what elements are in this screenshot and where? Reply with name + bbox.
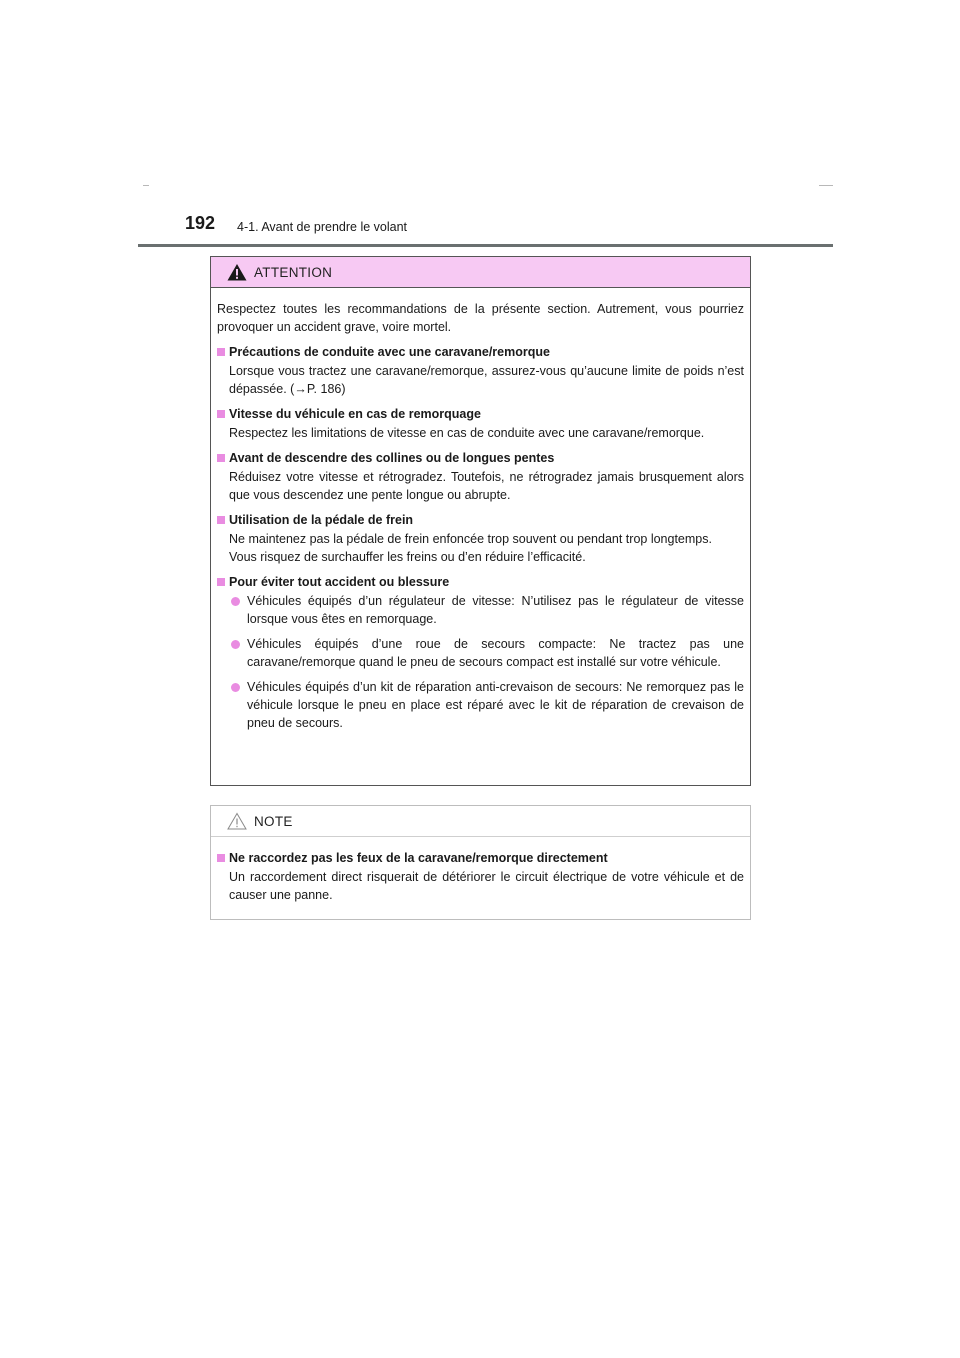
note-header bbox=[211, 806, 750, 837]
round-bullet-icon bbox=[231, 597, 240, 606]
attention-body bbox=[211, 288, 750, 732]
page-header bbox=[185, 213, 833, 245]
round-bullet-icon bbox=[231, 640, 240, 649]
note-body bbox=[211, 837, 750, 904]
round-bullet-icon bbox=[231, 683, 240, 692]
square-bullet-icon bbox=[217, 410, 225, 418]
square-bullet-icon bbox=[217, 854, 225, 862]
list-item: Véhicules équipés d’un kit de réparation anti-crevaison de secours: Ne remorquez pas le véhicule lorsque le pneu en place est réparé avec le kit de réparation de crevaison de pneu de secours. bbox=[217, 678, 744, 732]
crop-mark-left bbox=[143, 185, 149, 186]
section-title: 4-1. Avant de prendre le volant bbox=[237, 220, 408, 234]
item-heading: Pour éviter tout accident ou blessure bbox=[229, 575, 450, 589]
item-text: Un raccordement direct risquerait de détériorer le circuit électrique de votre véhicule et de causer une panne. bbox=[229, 870, 744, 902]
item-text-continued: Vous risquez de surchauffer les freins ou d’en réduire l’efficacité. bbox=[229, 550, 586, 564]
item-heading: Avant de descendre des collines ou de longues pentes bbox=[229, 451, 555, 465]
attention-item bbox=[217, 405, 744, 442]
item-heading: Ne raccordez pas les feux de la caravane/remorque directement bbox=[229, 851, 608, 865]
item-text: Ne maintenez pas la pédale de frein enfoncée trop souvent ou pendant trop longtemps. bbox=[229, 532, 712, 546]
square-bullet-icon bbox=[217, 578, 225, 586]
list-item: Véhicules équipés d’une roue de secours compacte: Ne tractez pas une caravane/remorque quand le pneu de secours compact est installé sur votre véhicule. bbox=[217, 635, 744, 671]
attention-item bbox=[217, 343, 744, 398]
attention-item bbox=[217, 449, 744, 504]
warning-triangle-outline-icon bbox=[227, 812, 247, 830]
crop-mark-right bbox=[819, 185, 833, 186]
attention-item bbox=[217, 511, 744, 566]
header-rule bbox=[138, 244, 833, 247]
attention-box bbox=[210, 256, 751, 786]
attention-item bbox=[217, 573, 744, 732]
square-bullet-icon bbox=[217, 348, 225, 356]
attention-title: ATTENTION bbox=[254, 265, 333, 280]
item-heading: Vitesse du véhicule en cas de remorquage bbox=[229, 407, 481, 421]
item-heading: Utilisation de la pédale de frein bbox=[229, 513, 414, 527]
item-heading: Précautions de conduite avec une caravane/remorque bbox=[229, 345, 550, 359]
note-title: NOTE bbox=[254, 814, 293, 829]
square-bullet-icon bbox=[217, 516, 225, 524]
list-item: Véhicules équipés d’un régulateur de vitesse: N’utilisez pas le régulateur de vitesse lorsque vous êtes en remorquage. bbox=[217, 592, 744, 628]
item-text: Réduisez votre vitesse et rétrogradez. Toutefois, ne rétrogradez jamais brusquement alors que vous descendez une pente longue ou abrupte. bbox=[229, 470, 744, 502]
page-number: 192 bbox=[185, 213, 216, 233]
note-item bbox=[217, 849, 744, 904]
item-text: Lorsque vous tractez une caravane/remorque, assurez-vous qu’aucune limite de poids n’est dépassée. (→P. 186) bbox=[229, 364, 744, 396]
warning-triangle-filled-icon bbox=[227, 263, 247, 281]
item-text: Respectez les limitations de vitesse en cas de conduite avec une caravane/remorque. bbox=[229, 426, 705, 440]
attention-intro: Respectez toutes les recommandations de la présente section. Autrement, vous pourriez provoquer un accident grave, voire mortel. bbox=[217, 302, 744, 334]
square-bullet-icon bbox=[217, 454, 225, 462]
attention-header bbox=[211, 257, 750, 288]
note-box bbox=[210, 805, 751, 920]
